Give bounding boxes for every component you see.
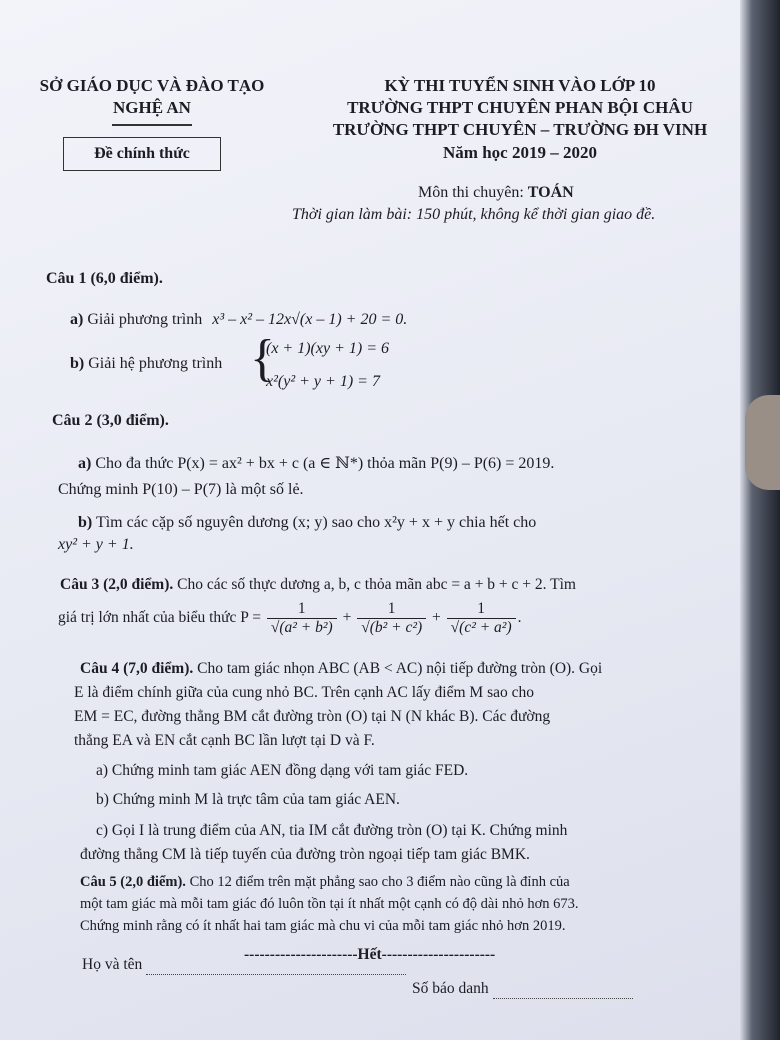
q1a-label: a) [70,311,84,328]
subject-line [418,184,574,202]
fraction-2-num: 1 [357,600,426,619]
fraction-1 [267,600,337,637]
subject-name: TOÁN [527,184,574,201]
q4 [80,660,602,678]
q1b-text: Giải hệ phương trình [88,355,223,372]
thumb-holding-paper [745,395,780,490]
q1b-label: b) [70,355,85,372]
province-name: NGHỆ AN [113,98,191,117]
q4-line2: E là điểm chính giữa của cung nhỏ BC. Trên cạnh AC lấy điểm M sao cho [74,684,534,701]
q3 [60,576,576,594]
school-year: Năm học 2019 – 2020 [443,143,597,162]
q5-title: Câu 5 (2,0 điểm). [80,874,186,890]
fraction-1-num: 1 [267,600,337,619]
q1a [70,311,407,329]
id-line [412,980,633,999]
exam-title: KỲ THI TUYỂN SINH VÀO LỚP 10 [384,76,656,95]
q1-title: Câu 1 (6,0 điểm). [46,270,163,287]
system-brace: { [250,330,275,387]
department-name: SỞ GIÁO DỤC VÀ ĐÀO TẠO [39,76,265,95]
q4-line4: thẳng EA và EN cắt cạnh BC lần lượt tại D và F. [74,732,375,749]
q4c-line1: c) Gọi I là trung điểm của AN, tia IM cắt đường tròn (O) tại K. Chứng minh [96,822,568,839]
q1b-equation-1: (x + 1)(xy + 1) = 6 [266,340,390,357]
q5 [80,874,570,891]
q3-expression: giá trị lớn nhất của biểu thức P = $\frac{1}{\text{√(a² + b²)}}$ + $\frac{1}{\text{√(b² + c²)}}$ + $\frac{1}{\text{√(c² + a²)}}$ . [58,600,522,636]
q5-line2: một tam giác mà mỗi tam giác đó luôn tồn tại ít nhất một cạnh có độ dài nhỏ hơn 673. [80,896,579,912]
q1a-formula: x³ – x² – 12x√(x – 1) + 20 = 0. [212,311,408,328]
name-field [146,956,406,975]
q5-line3: Chứng minh rằng có ít nhất hai tam giác mà chu vi của mỗi tam giác nhỏ hơn 2019. [80,918,566,934]
name-line [82,956,406,975]
school-line-1: TRƯỜNG THPT CHUYÊN PHAN BỘI CHÂU [347,98,693,117]
school-line-2: TRƯỜNG THPT CHUYÊN – TRƯỜNG ĐH VINH [332,120,708,139]
fraction-2-den: √(b² + c²) [361,619,423,636]
q1b [70,355,222,373]
q4-line3: EM = EC, đường thẳng BM cắt đường tròn (O) tại N (N khác B). Các đường [74,708,551,725]
id-label: Số báo danh [412,980,489,997]
official-label: Đề chính thức [94,145,190,162]
q3-title: Câu 3 (2,0 điểm). [60,576,174,593]
name-label: Họ và tên [82,956,143,973]
fraction-2 [357,600,426,637]
fraction-1-den: √(a² + b²) [270,619,333,636]
q2b [78,514,536,532]
official-exam-box [63,137,221,171]
fraction-3-den: √(c² + a²) [450,619,512,636]
q2b-text: Tìm các cặp số nguyên dương (x; y) sao cho x²y + x + y chia hết cho [95,514,537,531]
q4c-line2: đường thẳng CM là tiếp tuyến của đường tròn ngoại tiếp tam giác BMK. [80,846,530,863]
q2a-text: Cho đa thức P(x) = ax² + bx + c (a ∈ ℕ*) thỏa mãn P(9) – P(6) = 2019. [95,455,555,472]
q1a-text: Giải phương trình [87,311,203,328]
q4a: a) Chứng minh tam giác AEN đồng dạng với tam giác FED. [96,762,469,779]
q2-title: Câu 2 (3,0 điểm). [52,412,169,429]
id-field [493,980,633,999]
q2b-label: b) [78,514,93,531]
end-marker: ----------------------Hết---------------------- [244,946,496,963]
fraction-3-num: 1 [447,600,516,619]
time-note: Thời gian làm bài: 150 phút, không kể thời gian giao đề. [292,206,656,223]
q4-title: Câu 4 (7,0 điểm). [80,660,194,677]
q3-text2: giá trị lớn nhất của biểu thức P = [58,609,261,627]
fraction-3 [447,600,516,637]
q2a [78,453,554,473]
header-divider [112,124,192,126]
paper-shadow-edge [740,0,780,1040]
q4b: b) Chứng minh M là trực tâm của tam giác AEN. [96,791,400,808]
q1b-equation-2: x²(y² + y + 1) = 7 [266,373,380,390]
q5-text: Cho 12 điểm trên mặt phẳng sao cho 3 điểm nào cũng là đỉnh của [189,874,570,890]
q4-text: Cho tam giác nhọn ABC (AB < AC) nội tiếp đường tròn (O). Gọi [197,660,603,677]
q2a-label: a) [78,455,92,472]
q2a-line2: Chứng minh P(10) – P(7) là một số lẻ. [58,481,304,498]
q3-text: Cho các số thực dương a, b, c thỏa mãn abc = a + b + c + 2. Tìm [177,576,576,593]
q2b-line2: xy² + y + 1. [58,536,134,553]
subject-prefix: Môn thi chuyên: [418,184,528,201]
